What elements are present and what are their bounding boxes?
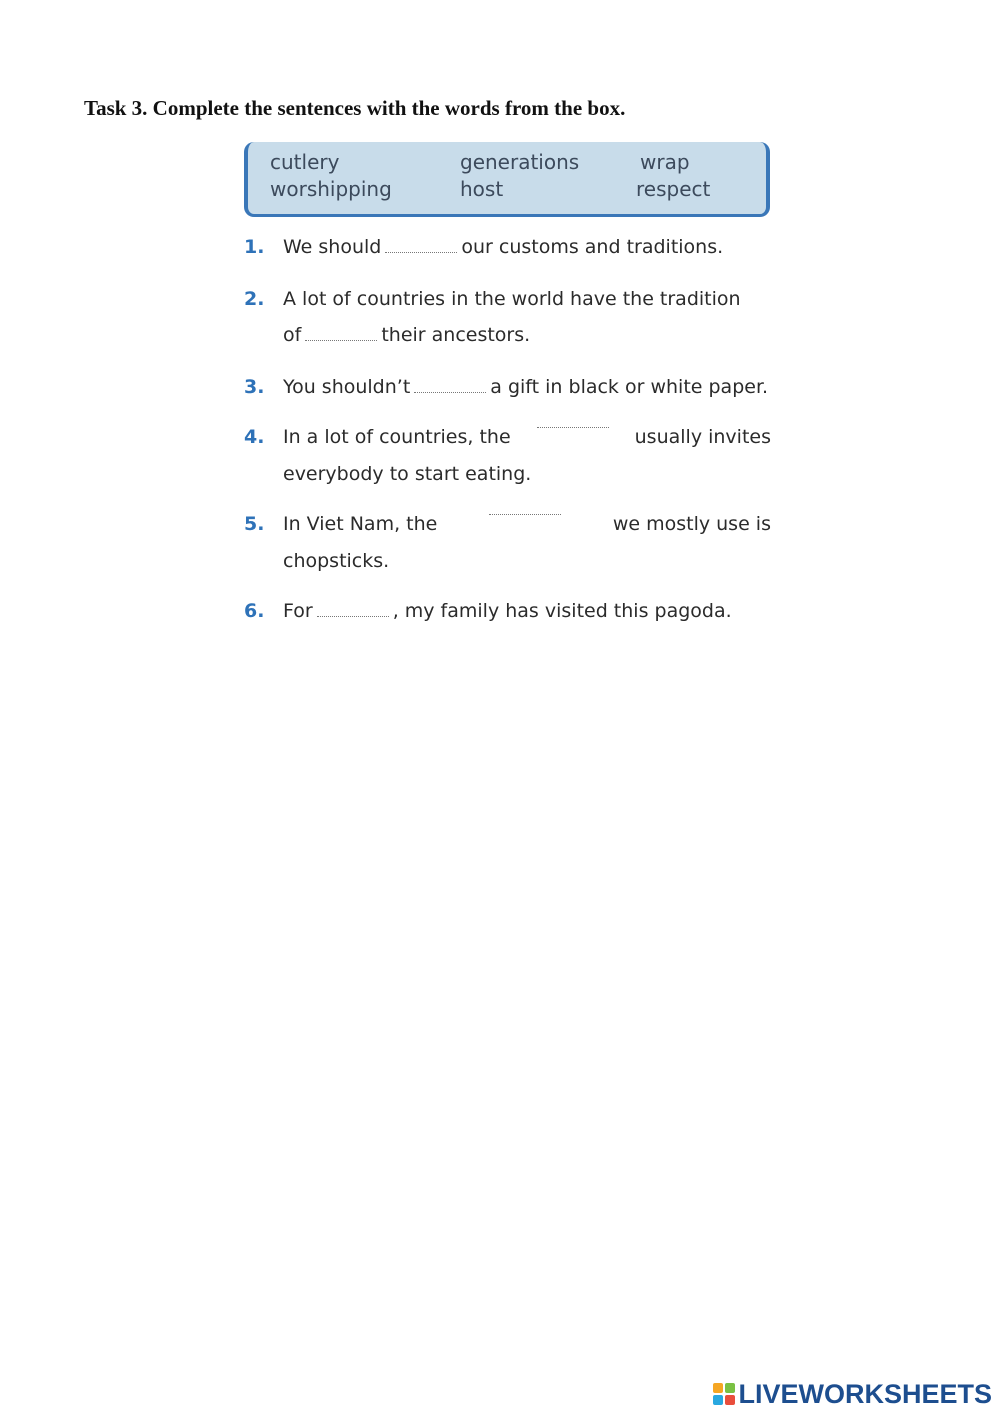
- answer-blank-6[interactable]: [317, 615, 389, 617]
- logo-square: [725, 1383, 735, 1393]
- word-box: [244, 142, 770, 217]
- sentence-line: For , my family has visited this pagoda.: [283, 600, 732, 622]
- answer-blank-1[interactable]: [385, 251, 457, 253]
- sentence-number: 2.: [244, 288, 265, 310]
- logo-square: [713, 1383, 723, 1393]
- word-wrap: wrap: [640, 150, 690, 174]
- word-worshipping: worshipping: [270, 177, 392, 201]
- sentence-line: We should our customs and traditions.: [283, 236, 724, 258]
- sentence-number: 1.: [244, 236, 265, 258]
- sentence-line: of their ancestors.: [283, 324, 531, 346]
- sentence-number: 3.: [244, 376, 265, 398]
- word-cutlery: cutlery: [270, 150, 340, 174]
- liveworksheets-logo-icon: [713, 1383, 735, 1405]
- answer-blank-5[interactable]: [489, 513, 561, 515]
- sentence-line: A lot of countries in the world have the tradition: [283, 288, 741, 310]
- sentence-line: everybody to start eating.: [283, 463, 532, 485]
- sentence-line: In Viet Nam, the we mostly use is: [283, 513, 771, 535]
- logo-square: [725, 1395, 735, 1405]
- answer-blank-3[interactable]: [414, 391, 486, 393]
- sentence-line: In a lot of countries, the usually invites: [283, 426, 771, 448]
- word-host: host: [460, 177, 504, 201]
- answer-blank-4[interactable]: [537, 426, 609, 428]
- task-title: Task 3. Complete the sentences with the words from the box.: [84, 96, 626, 120]
- logo-square: [713, 1395, 723, 1405]
- liveworksheets-brand: LIVEWORKSHEETS: [738, 1378, 992, 1409]
- word-generations: generations: [460, 150, 580, 174]
- liveworksheets-logo: [713, 1379, 992, 1409]
- word-respect: respect: [636, 177, 711, 201]
- answer-blank-2[interactable]: [305, 339, 377, 341]
- sentence-number: 5.: [244, 513, 265, 535]
- sentence-number: 6.: [244, 600, 265, 622]
- sentence-number: 4.: [244, 426, 265, 448]
- sentence-line: You shouldn’t a gift in black or white paper.: [283, 376, 769, 398]
- sentence-line: chopsticks.: [283, 550, 390, 572]
